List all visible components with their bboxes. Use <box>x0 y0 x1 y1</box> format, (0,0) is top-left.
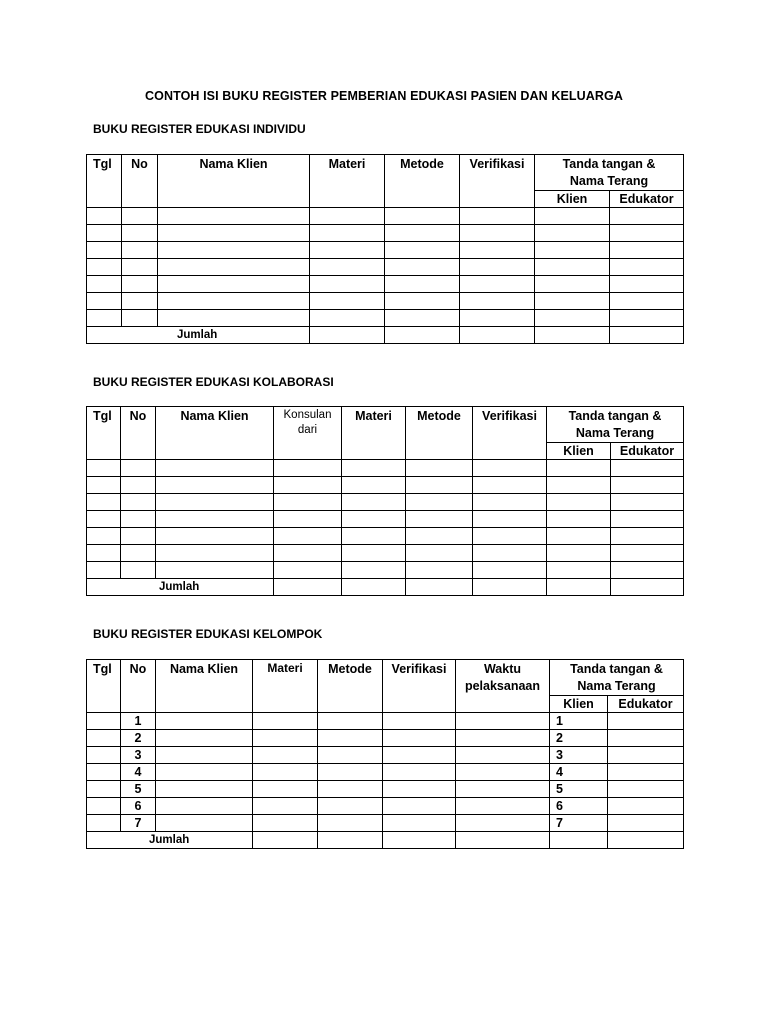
cell[interactable] <box>274 494 342 511</box>
cell[interactable] <box>456 781 550 798</box>
cell[interactable] <box>156 747 253 764</box>
cell[interactable] <box>611 477 684 494</box>
cell[interactable] <box>608 815 684 832</box>
cell[interactable] <box>156 545 274 562</box>
klien-number: 5 <box>550 781 608 798</box>
cell[interactable] <box>310 242 385 259</box>
cell[interactable] <box>385 327 460 344</box>
cell[interactable] <box>406 528 473 545</box>
cell[interactable] <box>87 511 121 528</box>
ttd-line-1: Tanda tangan & <box>562 157 656 171</box>
cell[interactable] <box>156 528 274 545</box>
cell[interactable] <box>473 528 547 545</box>
cell[interactable] <box>87 798 121 815</box>
cell[interactable] <box>385 242 460 259</box>
cell[interactable] <box>158 310 310 327</box>
cell[interactable] <box>610 276 684 293</box>
ttd-line-1: Tanda tangan & <box>568 409 662 423</box>
cell[interactable] <box>535 259 610 276</box>
cell[interactable] <box>342 545 406 562</box>
cell[interactable] <box>156 494 274 511</box>
col-header-nama-klien: Nama Klien <box>156 407 274 460</box>
cell[interactable] <box>460 293 535 310</box>
table-row <box>87 562 684 579</box>
col-header-verifikasi: Verifikasi <box>460 155 535 208</box>
table-row <box>87 511 684 528</box>
row-number: 4 <box>121 764 156 781</box>
cell[interactable] <box>274 460 342 477</box>
cell[interactable] <box>274 511 342 528</box>
table-row <box>87 242 684 259</box>
cell[interactable] <box>460 327 535 344</box>
cell[interactable] <box>610 310 684 327</box>
cell[interactable] <box>473 579 547 596</box>
table-row <box>87 494 684 511</box>
cell[interactable] <box>158 276 310 293</box>
col-header-verifikasi: Verifikasi <box>383 660 456 713</box>
cell[interactable] <box>87 713 121 730</box>
cell[interactable] <box>156 511 274 528</box>
ttd-line-2: Nama Terang <box>577 679 656 693</box>
cell[interactable] <box>342 494 406 511</box>
table-row <box>87 528 684 545</box>
row-number: 6 <box>121 798 156 815</box>
cell[interactable] <box>385 208 460 225</box>
cell[interactable] <box>456 747 550 764</box>
cell[interactable] <box>121 562 156 579</box>
cell[interactable] <box>473 477 547 494</box>
ttd-line-2: Nama Terang <box>575 426 655 440</box>
cell[interactable] <box>318 713 383 730</box>
cell[interactable] <box>460 310 535 327</box>
cell[interactable] <box>385 276 460 293</box>
cell[interactable] <box>473 460 547 477</box>
col-header-materi: Materi <box>342 407 406 460</box>
table-row <box>87 781 684 798</box>
cell[interactable] <box>156 562 274 579</box>
cell[interactable] <box>274 545 342 562</box>
waktu-line-1: Waktu <box>483 662 522 676</box>
cell[interactable] <box>610 242 684 259</box>
cell[interactable] <box>547 579 611 596</box>
col-header-edukator: Edukator <box>611 443 684 460</box>
col-header-materi: Materi <box>310 155 385 208</box>
cell[interactable] <box>156 477 274 494</box>
cell[interactable] <box>156 798 253 815</box>
cell[interactable] <box>473 562 547 579</box>
cell[interactable] <box>342 528 406 545</box>
col-header-materi: Materi <box>253 660 318 713</box>
cell[interactable] <box>253 832 318 849</box>
jumlah-row <box>87 327 684 344</box>
cell[interactable] <box>456 798 550 815</box>
cell[interactable] <box>383 815 456 832</box>
ttd-line-1: Tanda tangan & <box>570 662 663 676</box>
cell[interactable] <box>547 494 611 511</box>
cell[interactable] <box>318 798 383 815</box>
cell[interactable] <box>253 747 318 764</box>
table-row <box>87 815 684 832</box>
cell[interactable] <box>342 460 406 477</box>
col-header-waktu-pelaksanaan <box>456 660 550 713</box>
cell[interactable] <box>383 798 456 815</box>
cell[interactable] <box>456 832 550 849</box>
col-header-tgl: Tgl <box>87 407 121 460</box>
cell[interactable] <box>158 259 310 276</box>
register-table-kelompok <box>86 659 684 849</box>
cell[interactable] <box>383 781 456 798</box>
cell[interactable] <box>87 293 122 310</box>
klien-number: 2 <box>550 730 608 747</box>
cell[interactable] <box>253 713 318 730</box>
cell[interactable] <box>87 477 121 494</box>
cell[interactable] <box>274 528 342 545</box>
table-row <box>87 747 684 764</box>
col-header-verifikasi: Verifikasi <box>473 407 547 460</box>
cell[interactable] <box>456 730 550 747</box>
row-number: 5 <box>121 781 156 798</box>
col-header-no: No <box>122 155 158 208</box>
cell[interactable] <box>253 764 318 781</box>
table-row <box>87 293 684 310</box>
cell[interactable] <box>156 730 253 747</box>
klien-number: 7 <box>550 815 608 832</box>
cell[interactable] <box>122 242 158 259</box>
cell[interactable] <box>456 815 550 832</box>
col-header-edukator: Edukator <box>610 191 684 208</box>
cell[interactable] <box>383 764 456 781</box>
cell[interactable] <box>460 225 535 242</box>
cell[interactable] <box>342 579 406 596</box>
page-title: CONTOH ISI BUKU REGISTER PEMBERIAN EDUKASI PASIEN DAN KELUARGA <box>145 89 623 103</box>
cell[interactable] <box>122 225 158 242</box>
cell[interactable] <box>547 511 611 528</box>
cell[interactable] <box>608 730 684 747</box>
cell[interactable] <box>385 310 460 327</box>
cell[interactable] <box>611 528 684 545</box>
cell[interactable] <box>547 528 611 545</box>
cell[interactable] <box>310 327 385 344</box>
cell[interactable] <box>253 781 318 798</box>
cell[interactable] <box>318 832 383 849</box>
table-row <box>87 460 684 477</box>
cell[interactable] <box>406 511 473 528</box>
table-row <box>87 208 684 225</box>
cell[interactable] <box>121 460 156 477</box>
cell[interactable] <box>87 781 121 798</box>
section-heading-kolaborasi: BUKU REGISTER EDUKASI KOLABORASI <box>93 375 334 389</box>
table-row <box>87 477 684 494</box>
cell[interactable] <box>156 781 253 798</box>
cell[interactable] <box>611 511 684 528</box>
cell[interactable] <box>310 225 385 242</box>
cell[interactable] <box>87 730 121 747</box>
cell[interactable] <box>535 242 610 259</box>
cell[interactable] <box>611 562 684 579</box>
cell[interactable] <box>310 310 385 327</box>
table-row <box>87 310 684 327</box>
cell[interactable] <box>87 310 122 327</box>
cell[interactable] <box>318 730 383 747</box>
col-header-metode: Metode <box>318 660 383 713</box>
section-heading-kelompok: BUKU REGISTER EDUKASI KELOMPOK <box>93 627 323 641</box>
cell[interactable] <box>608 747 684 764</box>
cell[interactable] <box>610 225 684 242</box>
section-heading-individu: BUKU REGISTER EDUKASI INDIVIDU <box>93 122 306 136</box>
cell[interactable] <box>342 562 406 579</box>
cell[interactable] <box>121 477 156 494</box>
cell[interactable] <box>383 832 456 849</box>
cell[interactable] <box>156 713 253 730</box>
cell[interactable] <box>610 293 684 310</box>
cell[interactable] <box>406 460 473 477</box>
cell[interactable] <box>156 815 253 832</box>
cell[interactable] <box>473 511 547 528</box>
klien-number: 3 <box>550 747 608 764</box>
cell[interactable] <box>87 460 121 477</box>
cell[interactable] <box>608 764 684 781</box>
row-number: 2 <box>121 730 156 747</box>
cell[interactable] <box>318 781 383 798</box>
klien-number: 4 <box>550 764 608 781</box>
cell[interactable] <box>87 259 122 276</box>
cell[interactable] <box>383 730 456 747</box>
col-header-nama-klien: Nama Klien <box>158 155 310 208</box>
cell[interactable] <box>87 764 121 781</box>
cell[interactable] <box>122 293 158 310</box>
col-header-metode: Metode <box>385 155 460 208</box>
cell[interactable] <box>460 242 535 259</box>
cell[interactable] <box>406 545 473 562</box>
cell[interactable] <box>547 545 611 562</box>
cell[interactable] <box>253 815 318 832</box>
row-number: 1 <box>121 713 156 730</box>
cell[interactable] <box>274 477 342 494</box>
col-header-konsulan-dari <box>274 407 342 460</box>
cell[interactable] <box>385 293 460 310</box>
cell[interactable] <box>611 545 684 562</box>
cell[interactable] <box>610 259 684 276</box>
cell[interactable] <box>535 276 610 293</box>
cell[interactable] <box>611 460 684 477</box>
cell[interactable] <box>610 327 684 344</box>
cell[interactable] <box>158 208 310 225</box>
cell[interactable] <box>342 477 406 494</box>
cell[interactable] <box>121 494 156 511</box>
col-header-no: No <box>121 660 156 713</box>
table-row <box>87 730 684 747</box>
cell[interactable] <box>121 528 156 545</box>
cell[interactable] <box>456 713 550 730</box>
col-header-tgl: Tgl <box>87 155 122 208</box>
row-number: 3 <box>121 747 156 764</box>
col-header-klien: Klien <box>535 191 610 208</box>
cell[interactable] <box>406 562 473 579</box>
cell[interactable] <box>460 276 535 293</box>
table-row <box>87 225 684 242</box>
cell[interactable] <box>310 259 385 276</box>
jumlah-label: Jumlah <box>87 327 310 344</box>
jumlah-label: Jumlah <box>87 579 274 596</box>
cell[interactable] <box>158 293 310 310</box>
col-header-tanda-tangan <box>550 660 684 696</box>
cell[interactable] <box>158 242 310 259</box>
col-header-tanda-tangan <box>535 155 684 191</box>
waktu-line-2: pelaksanaan <box>464 679 541 693</box>
jumlah-row <box>87 579 684 596</box>
col-header-nama-klien: Nama Klien <box>156 660 253 713</box>
cell[interactable] <box>535 293 610 310</box>
cell[interactable] <box>122 259 158 276</box>
cell[interactable] <box>383 713 456 730</box>
cell[interactable] <box>547 460 611 477</box>
cell[interactable] <box>460 259 535 276</box>
cell[interactable] <box>87 528 121 545</box>
cell[interactable] <box>611 494 684 511</box>
cell[interactable] <box>122 208 158 225</box>
cell[interactable] <box>456 764 550 781</box>
col-header-klien: Klien <box>550 696 608 713</box>
cell[interactable] <box>610 208 684 225</box>
cell[interactable] <box>385 259 460 276</box>
cell[interactable] <box>87 276 122 293</box>
cell[interactable] <box>156 764 253 781</box>
col-header-tanda-tangan <box>547 407 684 443</box>
konsulan-line-2: dari <box>297 424 318 436</box>
ttd-line-2: Nama Terang <box>569 174 649 188</box>
cell[interactable] <box>253 730 318 747</box>
table-row <box>87 545 684 562</box>
cell[interactable] <box>87 545 121 562</box>
col-header-no: No <box>121 407 156 460</box>
jumlah-label: Jumlah <box>87 832 253 849</box>
cell[interactable] <box>406 477 473 494</box>
cell[interactable] <box>547 562 611 579</box>
jumlah-row <box>87 832 684 849</box>
cell[interactable] <box>87 815 121 832</box>
register-table-kolaborasi <box>86 406 684 596</box>
cell[interactable] <box>611 579 684 596</box>
konsulan-line-1: Konsulan <box>283 409 332 421</box>
col-header-tgl: Tgl <box>87 660 121 713</box>
cell[interactable] <box>385 225 460 242</box>
cell[interactable] <box>121 511 156 528</box>
cell[interactable] <box>608 713 684 730</box>
cell[interactable] <box>547 477 611 494</box>
cell[interactable] <box>406 494 473 511</box>
table-row <box>87 259 684 276</box>
cell[interactable] <box>87 562 121 579</box>
col-header-metode: Metode <box>406 407 473 460</box>
cell[interactable] <box>274 562 342 579</box>
cell[interactable] <box>87 747 121 764</box>
cell[interactable] <box>87 208 122 225</box>
register-table-individu <box>86 154 684 344</box>
cell[interactable] <box>473 494 547 511</box>
cell[interactable] <box>253 798 318 815</box>
cell[interactable] <box>535 327 610 344</box>
table-row <box>87 713 684 730</box>
cell[interactable] <box>310 208 385 225</box>
cell[interactable] <box>608 832 684 849</box>
cell[interactable] <box>550 832 608 849</box>
col-header-edukator: Edukator <box>608 696 684 713</box>
cell[interactable] <box>310 276 385 293</box>
cell[interactable] <box>406 579 473 596</box>
cell[interactable] <box>473 545 547 562</box>
cell[interactable] <box>122 310 158 327</box>
klien-number: 1 <box>550 713 608 730</box>
cell[interactable] <box>608 781 684 798</box>
table-row <box>87 764 684 781</box>
cell[interactable] <box>535 225 610 242</box>
table-row <box>87 798 684 815</box>
cell[interactable] <box>342 511 406 528</box>
cell[interactable] <box>158 225 310 242</box>
cell[interactable] <box>156 460 274 477</box>
cell[interactable] <box>87 494 121 511</box>
klien-number: 6 <box>550 798 608 815</box>
cell[interactable] <box>87 242 122 259</box>
row-number: 7 <box>121 815 156 832</box>
cell[interactable] <box>274 579 342 596</box>
cell[interactable] <box>318 747 383 764</box>
cell[interactable] <box>310 293 385 310</box>
cell[interactable] <box>87 225 122 242</box>
cell[interactable] <box>608 798 684 815</box>
cell[interactable] <box>535 310 610 327</box>
cell[interactable] <box>318 764 383 781</box>
cell[interactable] <box>121 545 156 562</box>
cell[interactable] <box>383 747 456 764</box>
col-header-klien: Klien <box>547 443 611 460</box>
cell[interactable] <box>460 208 535 225</box>
cell[interactable] <box>122 276 158 293</box>
cell[interactable] <box>535 208 610 225</box>
table-row <box>87 276 684 293</box>
cell[interactable] <box>318 815 383 832</box>
